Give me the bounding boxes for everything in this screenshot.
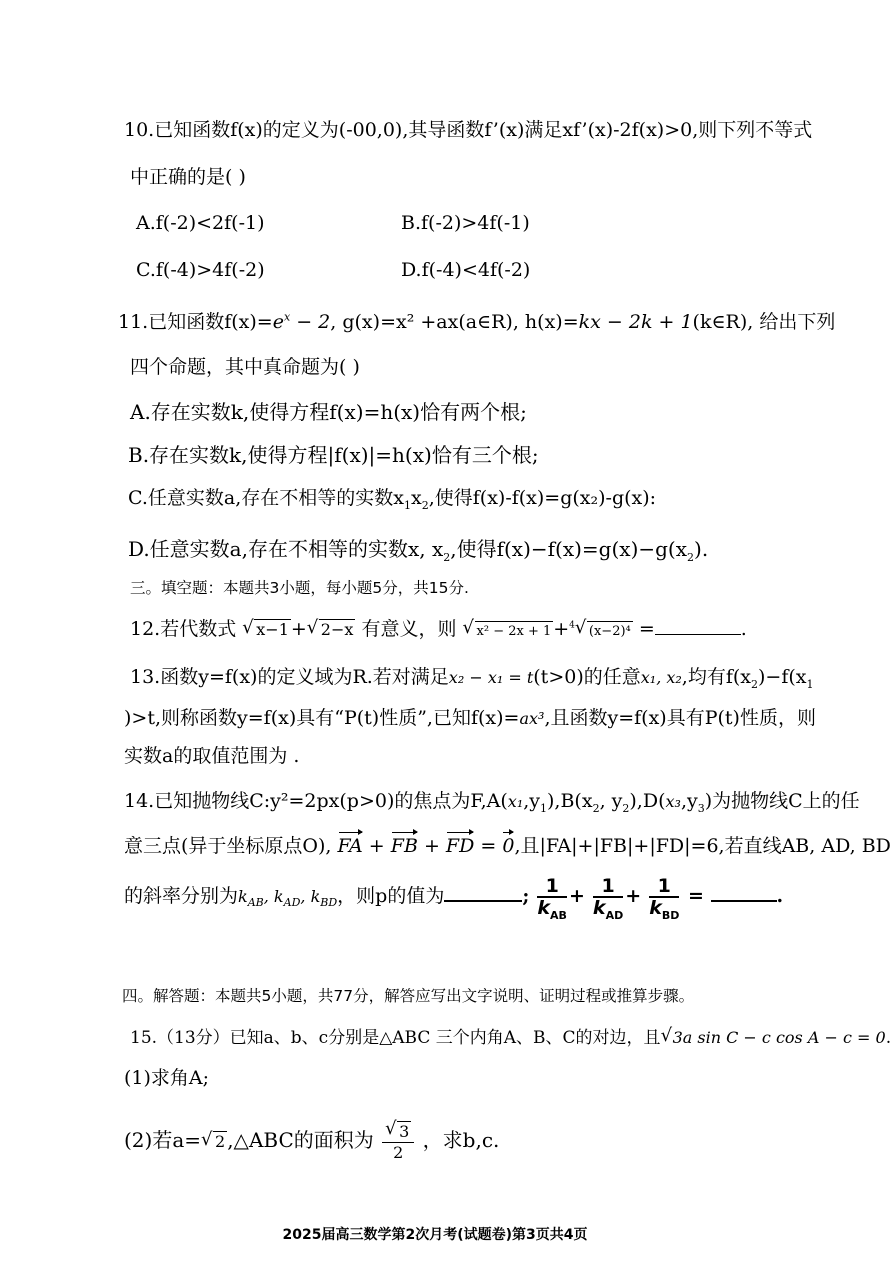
q15-part-1: (1)求角A;: [124, 1067, 210, 1089]
q10-option-d: D.f(-4)<4f(-2): [401, 259, 531, 281]
q12-root-4: √ (x−2)⁴: [577, 618, 633, 642]
q14-vector-fb: FB: [390, 835, 418, 857]
q10-option-a: A.f(-2)<2f(-1): [136, 212, 265, 234]
q12-sqrt-1: √ x−1: [244, 618, 291, 642]
q14-line2: 意三点(异于坐标原点O), FA + FB + FD = 0,且|FA|+|FB|+|FD|=6,若直线AB, AD, BD: [124, 835, 891, 857]
q11-option-c: C.任意实数a,存在不相等的实数$x_1x_2$,使得f(x)-f(x)=g(x₂)-g(x):: [128, 487, 657, 512]
q13-line2: )>t,则称函数y=f(x)具有“P(t)性质”,已知f(x)=ax³,且函数y=f(x)具有P(t)性质，则: [124, 707, 816, 729]
q14-fraction-ad: $\frac{1}{k_{AD}}$: [592, 875, 624, 922]
q11-stem-line1: 11.已知函数$f(x)=e^x - 2$, g(x)=x² +ax(a∈R), h(x)=kx − 2k + 1(k∈R), 给出下列: [118, 310, 836, 333]
q14-vector-fd: FD: [445, 835, 475, 857]
q15-area-fraction: √ $\frac{3}{2}$: [382, 1121, 414, 1163]
q10-option-b: B.f(-2)>4f(-1): [401, 212, 530, 234]
q13-line3: 实数a的取值范围为 .: [124, 745, 300, 767]
q13-line1: 13.函数y=f(x)的定义域为R.若对满足x₂ − x₁ = t(t>0)的任意x₁, x₂,均有$f(x_2)-f(x_1$: [130, 666, 814, 691]
page-footer: 2025届高三数学第2次月考(试题卷)第3页共4页: [282, 1227, 588, 1243]
q15-sqrt3: [663, 1026, 676, 1050]
section-4-header: 四。解答题：本题共5小题，共77分，解答应写出文字说明、证明过程或推算步骤。: [122, 987, 695, 1005]
q12-answer-blank[interactable]: [655, 634, 741, 635]
q14-line3: 的斜率分别为$k_{AB}$, $k_{AD}$, $k_{BD}$，则p的值为 ; $\frac{1}{k_{AB}}$ + $\frac{1}{k_{AD}}$ + $\frac{1}{k_{BD}}$ = .: [124, 875, 784, 922]
section-3-header: 三。填空题：本题共3小题，每小题5分，共15分.: [130, 579, 469, 597]
q14-line1: 14.已知抛物线C:y²=2px(p>0)的焦点为$F,A(x_1,y_1),B(x_2$, $y_2),D(x_3,y_3)$为抛物线C上的任: [124, 790, 860, 815]
q11-hx-expr: kx − 2k + 1: [578, 311, 693, 333]
q11-option-a: A.存在实数k,使得方程f(x)=h(x)恰有两个根;: [130, 400, 527, 424]
q15-stem: 15.（13分）已知a、b、c分别是△ABC 三个内角A、B、C的对边，且√ 3a sin C − c cos A − c = 0.: [130, 1026, 891, 1050]
q14-fraction-bd: $\frac{1}{k_{BD}}$: [649, 875, 680, 922]
q15-sqrt2: √ 2: [203, 1120, 227, 1164]
q11-option-b: B.存在实数k,使得方程|f(x)|=h(x)恰有三个根;: [128, 443, 539, 467]
q12-line: 12.若代数式 √ x−1 +√ 2−x 有意义，则 √ x² − 2x + 1 +$^4$√ (x−2)⁴ = .: [130, 617, 747, 642]
q12-sqrt-2: √ 2−x: [309, 618, 356, 642]
q14-answer-blank-1[interactable]: [444, 900, 522, 902]
q14-fraction-ab: $\frac{1}{k_{AB}}$: [537, 875, 567, 922]
q10-option-c: C.f(-4)>4f(-2): [136, 259, 265, 281]
q14-answer-blank-2[interactable]: [711, 900, 777, 902]
q11-fx-expr: $e^x - 2$: [272, 310, 331, 333]
q12-sqrt-3: √ x² − 2x + 1: [465, 618, 554, 642]
q10-stem-line1: 10.已知函数f(x)的定义为(-00,0),其导函数f’(x)满足xf’(x)-2f(x)>0,则下列不等式: [124, 119, 813, 141]
q14-vector-fa: FA: [337, 835, 363, 857]
q10-stem-line2: 中正确的是( ): [130, 166, 246, 188]
q11-stem-line2: 四个命题，其中真命题为( ): [130, 356, 360, 378]
q11-option-d: D.任意实数a,存在不相等的实数x, $x_2$,使得$f(x)-f(x)=g(x)-g(x_2)$.: [128, 537, 709, 564]
q15-part-2: (2)若a=√ 2 ,△ABC的面积为 √ $\frac{3}{2}$ ，求b,c.: [124, 1118, 499, 1162]
q14-vector-zero: 0: [502, 835, 515, 857]
